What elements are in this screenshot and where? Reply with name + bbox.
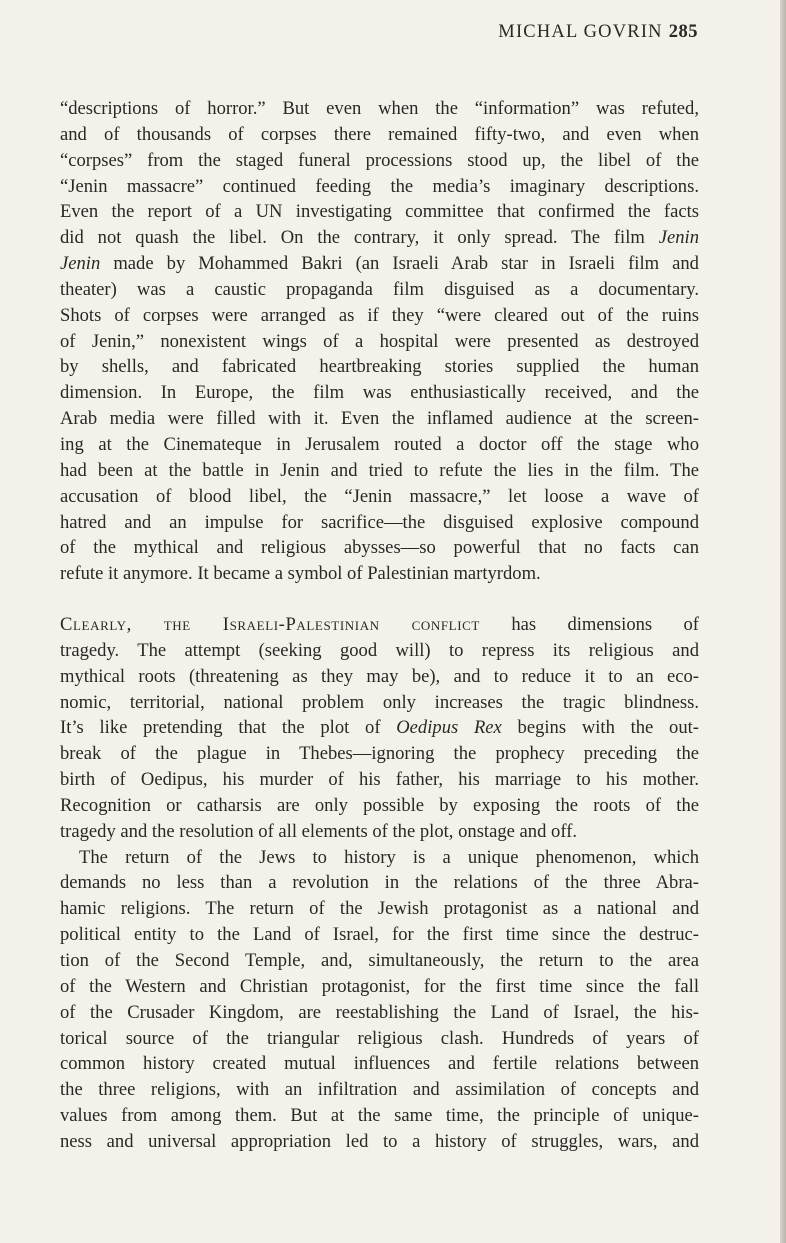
text-line: tion of the Second Temple, and, simultaneously, the return to the area [60, 950, 699, 971]
text-line: The return of the Jews to history is a unique phenomenon, which [79, 846, 699, 868]
text-line: common history created mutual influences and fertile relations between [60, 1053, 699, 1075]
text-line: and of thousands of corpses there remained fifty-two, and even when [60, 123, 699, 145]
section-opening-smallcaps: Clearly, the Israeli-Palestinian conflict [60, 614, 480, 636]
paragraph-1 [60, 96, 699, 587]
text-line: It’s like pretending that the plot of Oedipus Rex begins with the out- [60, 717, 699, 739]
text-line: nomic, territorial, national problem only increases the tragic blindness. [60, 691, 699, 713]
text-line: break of the plague in Thebes—ignoring the prophecy preceding the [60, 743, 699, 765]
text-line: Arab media were filled with it. Even the inflamed audience at the screen- [60, 408, 699, 430]
text-line: Even the report of a UN investigating committee that confirmed the facts [60, 201, 699, 223]
text-line: mythical roots (threatening as they may be), and to reduce it to an eco- [60, 665, 699, 687]
text-line: of the Western and Christian protagonist, for the first time since the fall [60, 975, 699, 997]
text-line: tragedy and the resolution of all elements of the plot, onstage and off. [60, 820, 578, 842]
paragraph-3 [60, 845, 699, 1155]
text-line: “Jenin massacre” continued feeding the media’s imaginary descriptions. [60, 175, 699, 197]
text-line: tragedy. The attempt (seeking good will) to repress its religious and [60, 639, 699, 661]
body-text [60, 96, 699, 1155]
text-line: torical source of the triangular religious clash. Hundreds of years of [60, 1027, 699, 1049]
text-line: dimension. In Europe, the film was enthusiastically received, and the [60, 382, 699, 404]
page-number: 285 [668, 22, 698, 42]
text-line: ness and universal appropriation led to a history of struggles, wars, and [60, 1130, 699, 1152]
paragraph-2 [60, 612, 699, 845]
play-title-italic: Oedipus Rex [396, 717, 502, 739]
text-line: hamic religions. The return of the Jewish protagonist as a national and [60, 898, 699, 920]
text-line: by shells, and fabricated heartbreaking stories supplied the human [60, 356, 699, 378]
text-line: theater) was a caustic propaganda film disguised as a documentary. [60, 278, 699, 300]
text-line: the three religions, with an infiltration and assimilation of concepts and [60, 1079, 699, 1101]
page-edge [780, 0, 786, 1243]
text-line: hatred and an impulse for sacrifice—the disguised explosive compound [60, 511, 699, 533]
film-title-italic: Jenin [60, 253, 101, 275]
text-line: of Jenin,” nonexistent wings of a hospital were presented as destroyed [60, 330, 699, 352]
text-line: of the mythical and religious abysses—so powerful that no facts can [60, 537, 699, 559]
running-header [498, 22, 698, 43]
text-line: had been at the battle in Jenin and tried to refute the lies in the film. The [60, 459, 699, 481]
film-title-italic: Jenin [658, 227, 699, 249]
text-line: Shots of corpses were arranged as if they “were cleared out of the ruins [60, 304, 699, 326]
text-line: Jenin made by Mohammed Bakri (an Israeli Arab star in Israeli film and [60, 253, 699, 275]
running-head-author: MICHAL GOVRIN [498, 22, 663, 42]
text-line: ing at the Cinemateque in Jerusalem routed a doctor off the stage who [60, 433, 699, 455]
text-line: values from among them. But at the same time, the principle of unique- [60, 1105, 699, 1127]
text-line: refute it anymore. It became a symbol of Palestinian martyrdom. [60, 563, 541, 585]
text-line: accusation of blood libel, the “Jenin massacre,” let loose a wave of [60, 485, 699, 507]
text-line: Recognition or catharsis are only possible by exposing the roots of the [60, 794, 699, 816]
text-line: birth of Oedipus, his murder of his father, his marriage to his mother. [60, 769, 699, 791]
text-line: of the Crusader Kingdom, are reestablishing the Land of Israel, the his- [60, 1001, 699, 1023]
text-line: political entity to the Land of Israel, for the first time since the destruc- [60, 924, 699, 946]
text-line: Clearly, the Israeli-Palestinian conflict has dimensions of [60, 614, 699, 636]
text-line: demands no less than a revolution in the relations of the three Abra- [60, 872, 699, 894]
text-line: “corpses” from the staged funeral processions stood up, the libel of the [60, 149, 699, 171]
text-line: did not quash the libel. On the contrary, it only spread. The film Jenin [60, 227, 699, 249]
text-line: “descriptions of horror.” But even when the “information” was refuted, [60, 98, 699, 119]
